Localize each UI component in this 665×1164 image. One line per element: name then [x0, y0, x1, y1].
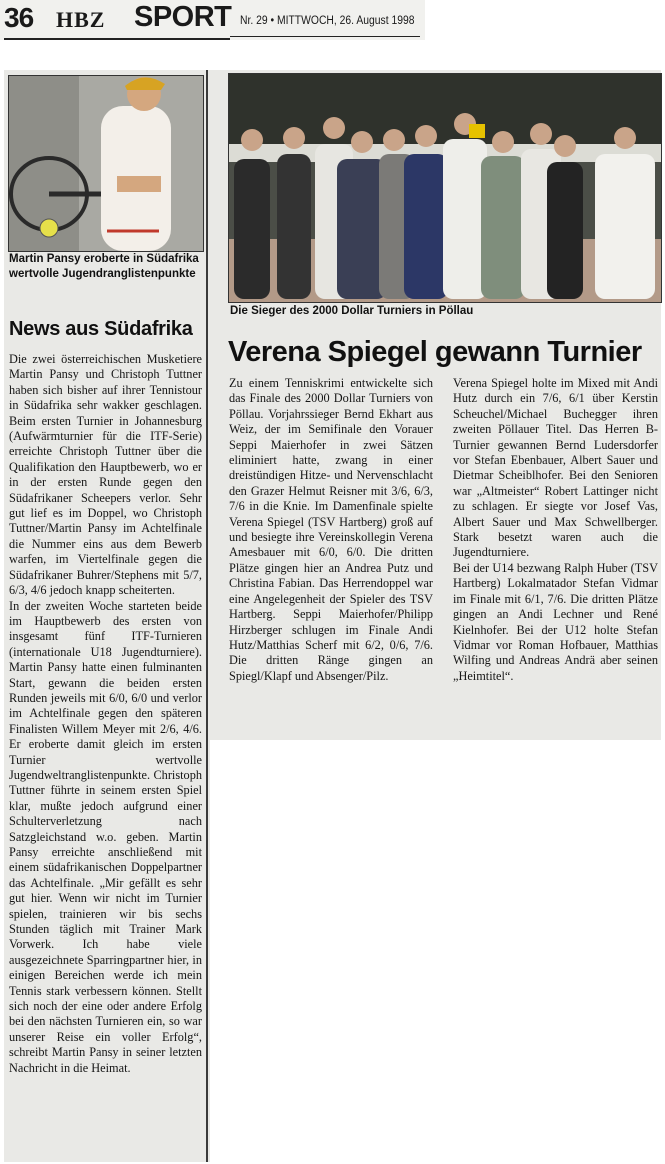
news-paragraph-1: Die zwei österreichischen Musketiere Martin Pansy und Christoph Tuttner haben sich bisher auf ihrer Tennistour in Südafrika sehr wakker geschlagen. Beim ersten Turnier in Johannesburg (Aufwärmturnier für die ITF-Serie) erreichte Christoph Tuttner über die Qualifikation den Hauptbewerb, wo er in der ersten Runde gegen den Südafrikaner Scheepers verlor. Sehr gut lief es im Doppel, wo Christoph Tuttner/Martin Pansy im Achtelfinale die Nummer eins aus dem Bewerb warfen, im Viertelfinale gegen die Südafrikaner Buhrer/Stephens mit 5/7, 6/3, 4/6 jedoch knapp scheiterten.	[9, 352, 202, 598]
tennis-player-photo	[8, 75, 204, 252]
main-article-column-1	[229, 376, 433, 684]
news-headline: News aus Südafrika	[9, 318, 193, 340]
main-headline: Verena Spiegel gewann Turnier	[228, 336, 642, 368]
player-photo-caption: Martin Pansy eroberte in Südafrika wertvolle Jugendranglistenpunkte	[9, 253, 199, 280]
winners-group-photo	[228, 73, 662, 303]
news-article-text	[9, 352, 202, 1076]
main-article-paragraph-2: Verena Spiegel holte im Mixed mit Andi Hutz durch ein 7/6, 6/1 über Kerstin Scheuchel/Michael Buchegger ihren zweiten Pöllauer Titel. Das Herren B-Turnier gewannen Bernd Ludersdorfer vor Stefan Ebenbauer, Albert Sauer und Dietmar Scheiblhofer. Bei den Senioren war „Altmeister“ Robert Lattinger nicht zu schlagen. Er siegte vor Josef Vas, Albert Sauer und Max Schwellberger. Stark besetzt waren auch die Jugendturniere.	[453, 376, 658, 560]
news-paragraph-2: In der zweiten Woche starteten beide im Hauptbewerb des ersten von insgesamt fünf ITF-Turnieren (internationale U18 Jugendturniere). Martin Pansy hatte einen fulminanten Start, gewann die beiden ersten Runden jeweils mit 6/0, 6/0 und verlor im Achtelfinale gegen den späteren Finalisten Willem Meyer mit 2/6, 4/6. Er eroberte damit gleich im ersten Turnier wertvolle Jugendweltranglistenpunkte. Christoph Tuttner führte in seinem ersten Spiel klar, mußte jedoch aufgrund einer Schulterverletzung nach Satzgleichstand w.o. geben. Martin Pansy erreichte anschließend mit einem südafrikanischen Doppelpartner das Achtelfinale. „Mir gefällt es sehr gut hier. Wenn wir nicht im Turnier spielen, trainieren wir bis sechs Stunden täglich mit Trainer Mark Vorwerk. Ich habe viele ausgezeichnete Sparringpartner hier, in einigen Bereichen werde ich mein Tennis stark verbessern können. Stellt sich noch der eine oder andere Erfolg bei den nächsten Turnieren ein, so war unserer Reise ein voller Erfolg“, schreibt Martin Pansy in seiner letzten Nachricht in die Heimat.	[9, 598, 202, 1075]
issue-date: Nr. 29 • MITTWOCH, 26. August 1998	[240, 15, 415, 27]
column-divider	[206, 70, 208, 1162]
page-number: 36	[4, 2, 34, 33]
main-article-paragraph-3: Bei der U14 bezwang Ralph Huber (TSV Hartberg) Lokalmatador Stefan Vidmar im Finale mit 6/1, 7/6. Die dritten Plätze gingen an Andi Lechner und René Kielnhofer. Bei der U12 holte Stefan Vidmar vor Roman Hofbauer, Matthias Wilfing und Andreas Andrä aber seinen „Heimtitel“.	[453, 560, 658, 683]
header-rule-left	[4, 38, 230, 40]
header-rule	[230, 36, 420, 37]
main-article-paragraph-1: Zu einem Tenniskrimi entwickelte sich das Finale des 2000 Dollar Turniers von Pöllau. Vorjahrssieger Bernd Ekhart aus Weiz, der im Semifinale den Vorauer Seppi Maierhofer in zwei Sätzen eliminiert hatte, zwang in einer dreistündigen Hitze- und Nervenschlacht den Grazer Helmut Reisner mit 3/6, 6/3, 7/6 in die Knie. Im Damenfinale spielte Verena Spiegel (TSV Hartberg) groß auf und besiegte ihre Vereinskollegin Verena Amesbauer mit 6/0, 6/0. Die dritten Plätze gingen hier an Andrea Putz und Christina Fabian. Das Herrendoppel war eine Angelegenheit der Spieler des TSV Hartberg. Seppi Maierhofer/Philipp Hirzberger schlugen im Finale Andi Hutz/Matthias Scherf mit 6/2, 0/6, 7/6. Die dritten Ränge gingen an Spiegl/Klapf und Absenger/Pilz.	[229, 376, 433, 683]
main-article-column-2	[453, 376, 658, 684]
section-title: SPORT	[134, 1, 232, 33]
group-photo-caption: Die Sieger des 2000 Dollar Turniers in Pöllau	[230, 305, 474, 317]
group-photo-illustration	[229, 74, 661, 302]
newspaper-brand: HBZ	[56, 7, 106, 32]
page-header	[0, 0, 425, 40]
blank-area	[210, 740, 665, 1164]
tennis-player-illustration	[9, 76, 203, 251]
